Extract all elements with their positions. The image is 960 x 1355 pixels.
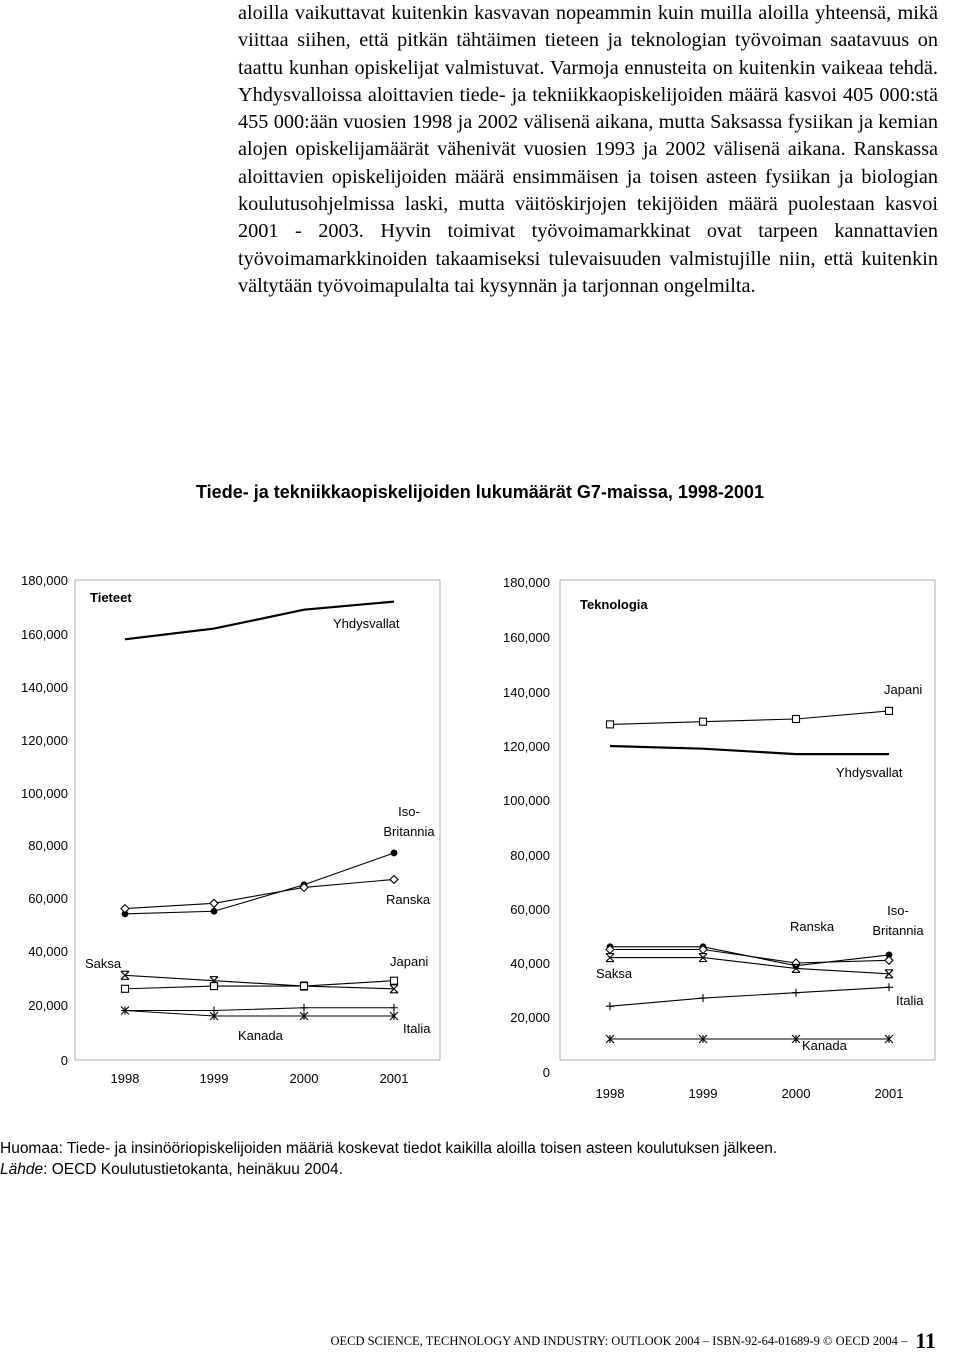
left-x-tick-label: 1999	[199, 1071, 229, 1086]
left-point-japani	[122, 985, 129, 992]
page-number: 11	[915, 1328, 936, 1353]
right-point-japani	[607, 721, 614, 728]
left-y-tick-label: 120,000	[21, 733, 68, 748]
left-label-yhdysvallat: Yhdysvallat	[333, 616, 400, 631]
right-label-japani: Japani	[884, 682, 923, 697]
left-point-ranska	[210, 899, 218, 907]
left-chart-title: Tieteet	[90, 590, 132, 605]
left-series-labels	[85, 616, 435, 1043]
right-y-tick-label: 80,000	[510, 848, 550, 863]
footer-text: OECD SCIENCE, TECHNOLOGY AND INDUSTRY: OUTLOOK 2004 – ISBN-92-64-01689-9 © OECD 2004 –	[330, 1334, 908, 1348]
right-series	[606, 707, 893, 1043]
left-series-line-kanada	[125, 1011, 394, 1017]
right-y-tick-label: 20,000	[510, 1010, 550, 1025]
left-y-tick-label: 40,000	[28, 944, 68, 959]
right-label-iso-britannia: Britannia	[872, 923, 924, 938]
right-series-line-japani	[610, 711, 889, 725]
left-x-ticks	[111, 1071, 409, 1086]
left-series-line-ranska	[125, 879, 394, 908]
right-series-labels	[596, 682, 924, 1053]
right-y-tick-label: 40,000	[510, 956, 550, 971]
right-label-kanada: Kanada	[802, 1038, 847, 1053]
left-y-tick-label: 180,000	[21, 573, 68, 588]
left-point-italia	[390, 1004, 398, 1012]
right-point-japani	[700, 718, 707, 725]
figure-note	[0, 1138, 960, 1180]
left-y-tick-label: 0	[60, 1053, 68, 1068]
left-point-japani	[211, 983, 218, 990]
left-y-tick-label: 140,000	[21, 680, 68, 695]
note-line: Huomaa: Tiede- ja insinööriopiskelijoiden määriä koskevat tiedot kaikilla aloilla toisen asteen koulutuksen jälkeen.	[0, 1140, 778, 1157]
left-x-tick-label: 1998	[110, 1071, 140, 1086]
right-point-italia	[885, 983, 893, 991]
right-label-yhdysvallat: Yhdysvallat	[836, 765, 903, 780]
left-point-iso-britannia	[391, 850, 398, 857]
left-y-ticks	[21, 573, 68, 1068]
left-y-tick-label: 100,000	[21, 786, 68, 801]
right-label-saksa: Saksa	[596, 966, 633, 981]
right-label-ranska: Ranska	[790, 919, 835, 934]
left-point-japani	[301, 983, 308, 990]
left-y-tick-label: 60,000	[28, 891, 68, 906]
source-text: : OECD Koulutustietokanta, heinäkuu 2004.	[43, 1161, 343, 1178]
right-x-tick-label: 1999	[688, 1086, 718, 1101]
left-point-ranska	[121, 905, 129, 913]
body-paragraph: aloilla vaikuttavat kuitenkin kasvavan nopeammin kuin muilla aloilla yhteensä, mikä viittaa siihen, että pitkän tähtäimen tieteen ja teknologian työvoiman saatavuus on taattu kunhan opiskelijat valmistuvat. Varmoja ennusteita on kuitenkin vaikeaa tehdä. Yhdysvalloissa aloittavien tiede- ja tekniikkaopiskelijoiden määrä kasvoi 405 000:stä 455 000:ään vuosien 1998 ja 2002 välisenä aikana, mutta Saksassa fysiikan ja kemian alojen opiskelijamäärät vähenivät vuosien 1993 ja 2002 välisenä aikana. Ranskassa aloittavien opiskelijoiden määrä ensimmäisen ja toisen asteen fysiikan ja biologian koulutusohjelmissa laski, mutta väitöskirjojen tekijöiden määrä puolestaan kasvoi 2001 - 2003. Hyvin toimivat työvoimamarkkinat ovat tarpeen kannattavien työvoimamarkkinoiden takaamiseksi tulevaisuuden valmistujille niin, että kuitenkin vältytään työvoimapulalta tai kysynnän ja tarjonnan ongelmilta.	[238, 2, 938, 297]
right-y-tick-label: 180,000	[503, 575, 550, 590]
right-point-japani	[793, 716, 800, 723]
left-label-japani: Japani	[390, 954, 429, 969]
right-point-japani	[886, 707, 893, 714]
right-y-tick-label: 140,000	[503, 685, 550, 700]
right-series-line-ranska	[610, 950, 889, 964]
left-series	[121, 602, 398, 1020]
left-point-italia	[300, 1004, 308, 1012]
right-point-italia	[606, 1002, 614, 1010]
right-point-italia	[699, 994, 707, 1002]
right-point-italia	[792, 989, 800, 997]
left-point-japani	[391, 977, 398, 984]
left-y-tick-label: 20,000	[28, 998, 68, 1013]
right-point-ranska	[885, 956, 893, 964]
left-label-italia: Italia	[403, 1021, 431, 1036]
figure-title: Tiede- ja tekniikkaopiskelijoiden lukumäärät G7-maissa, 1998-2001	[196, 482, 764, 502]
left-series-line-italia	[125, 1008, 394, 1011]
left-label-iso-britannia: Iso-	[398, 804, 420, 819]
left-point-ranska	[390, 875, 398, 883]
right-x-ticks	[596, 1086, 904, 1101]
right-label-italia: Italia	[896, 993, 924, 1008]
right-y-tick-label: 120,000	[503, 739, 550, 754]
charts-figure	[0, 560, 960, 1120]
left-y-tick-label: 80,000	[28, 838, 68, 853]
right-y-tick-label: 160,000	[503, 630, 550, 645]
right-x-tick-label: 2001	[874, 1086, 904, 1101]
right-label-iso-britannia: Iso-	[887, 903, 909, 918]
right-series-line-italia	[610, 987, 889, 1006]
right-chart-title: Teknologia	[580, 597, 648, 612]
right-y-tick-label: 0	[542, 1065, 550, 1080]
left-label-kanada: Kanada	[238, 1028, 283, 1043]
left-series-line-saksa	[125, 975, 394, 989]
left-point-iso-britannia	[211, 908, 218, 915]
right-y-tick-label: 100,000	[503, 793, 550, 808]
left-x-tick-label: 2001	[379, 1071, 409, 1086]
right-x-tick-label: 1998	[595, 1086, 625, 1101]
left-label-iso-britannia: Britannia	[383, 824, 435, 839]
left-label-ranska: Ranska	[386, 892, 431, 907]
page-footer	[330, 1328, 936, 1354]
left-label-saksa: Saksa	[85, 956, 122, 971]
right-y-tick-label: 60,000	[510, 902, 550, 917]
right-series-line-yhdysvallat	[610, 746, 889, 754]
source-line	[0, 1159, 960, 1180]
source-label: Lähde	[0, 1161, 44, 1178]
right-x-tick-label: 2000	[781, 1086, 811, 1101]
left-y-tick-label: 160,000	[21, 627, 68, 642]
left-x-tick-label: 2000	[289, 1071, 319, 1086]
right-y-ticks	[503, 575, 550, 1080]
